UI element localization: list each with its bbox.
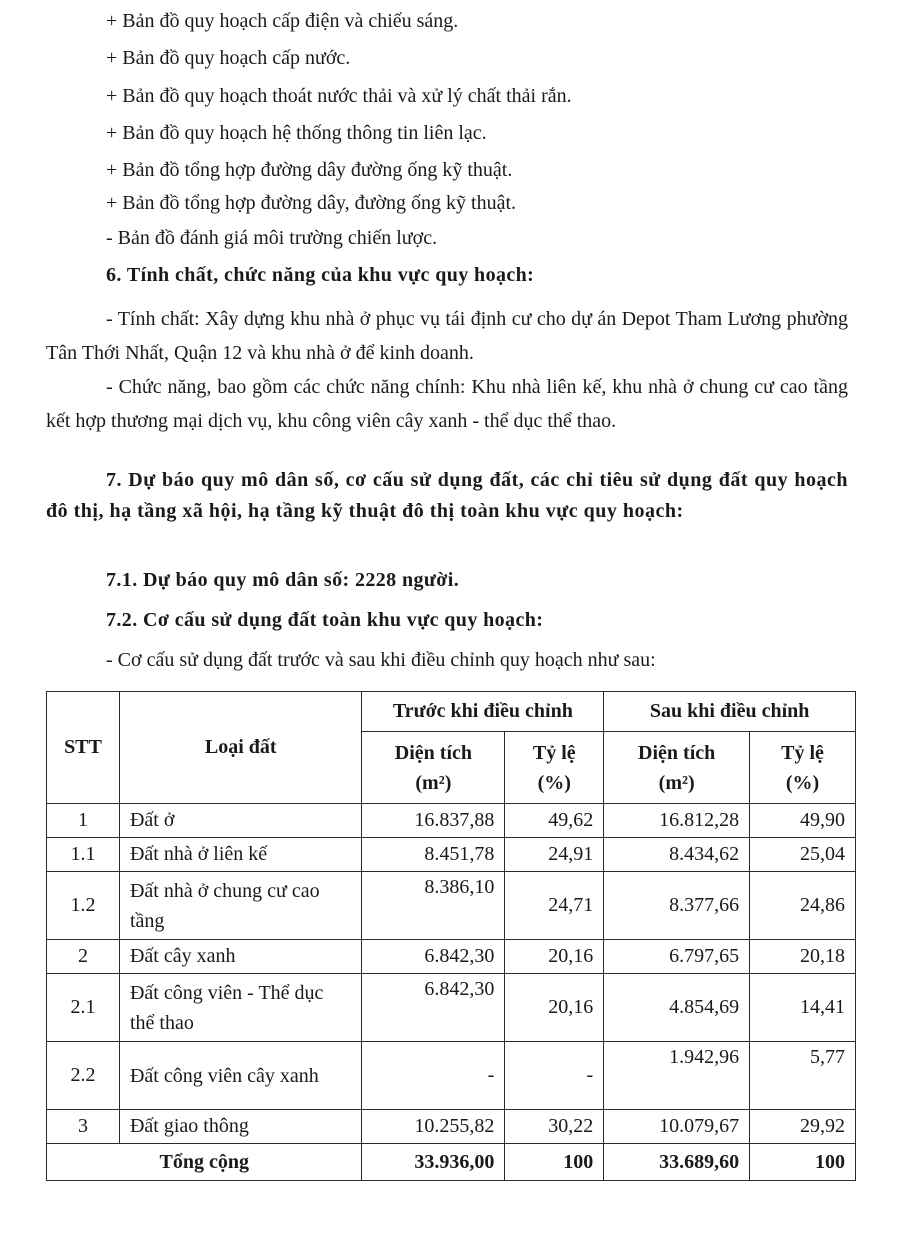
cell-area-after: 4.854,69 xyxy=(604,974,750,1042)
cell-area-before: 8.386,10 xyxy=(362,872,505,940)
cell-ratio-after: 29,92 xyxy=(750,1110,856,1144)
total-ratio-before: 100 xyxy=(505,1144,604,1181)
cell-ratio-before: 20,16 xyxy=(505,940,604,974)
section-6-nature-paragraph xyxy=(46,302,848,370)
cell-ratio-before: 30,22 xyxy=(505,1110,604,1144)
area-label: Diện tích xyxy=(394,741,472,764)
header-area-after xyxy=(604,732,750,804)
ratio-label: Tỷ lệ xyxy=(532,741,576,764)
table-row xyxy=(47,1042,856,1110)
total-label: Tổng cộng xyxy=(47,1144,362,1181)
cell-ratio-after: 49,90 xyxy=(750,804,856,838)
cell-area-before: - xyxy=(362,1042,505,1110)
cell-area-before: 8.451,78 xyxy=(362,838,505,872)
cell-ratio-after: 20,18 xyxy=(750,940,856,974)
cell-area-after: 8.434,62 xyxy=(604,838,750,872)
table-total-row xyxy=(47,1144,856,1181)
bullet-item: - Bản đồ đánh giá môi trường chiến lược. xyxy=(106,227,438,249)
area-label: Diện tích xyxy=(638,741,716,764)
cell-land-type: Đất công viên - Thể dục thể thao xyxy=(119,974,362,1042)
cell-ratio-after: 24,86 xyxy=(750,872,856,940)
bullet-item: + Bản đồ quy hoạch thoát nước thải và xử lý chất thải rắn. xyxy=(106,85,572,107)
cell-stt: 3 xyxy=(47,1110,120,1144)
cell-area-after: 1.942,96 xyxy=(604,1042,750,1110)
cell-land-type: Đất công viên cây xanh xyxy=(119,1042,362,1110)
cell-stt: 1 xyxy=(47,804,120,838)
cell-stt: 1.2 xyxy=(47,872,120,940)
total-area-before: 33.936,00 xyxy=(362,1144,505,1181)
ratio-unit: (%) xyxy=(537,771,571,794)
cell-area-before: 6.842,30 xyxy=(362,974,505,1042)
header-ratio-after xyxy=(750,732,856,804)
table-row xyxy=(47,872,856,940)
area-unit: (m²) xyxy=(658,771,695,794)
cell-land-type: Đất nhà ở liên kế xyxy=(119,838,362,872)
cell-stt: 2.2 xyxy=(47,1042,120,1110)
table-intro-text: - Cơ cấu sử dụng đất trước và sau khi điều chỉnh quy hoạch như sau: xyxy=(106,649,656,671)
area-unit: (m²) xyxy=(415,771,452,794)
cell-land-type: Đất nhà ở chung cư cao tầng xyxy=(119,872,362,940)
total-ratio-after: 100 xyxy=(750,1144,856,1181)
cell-ratio-after: 14,41 xyxy=(750,974,856,1042)
header-land-type: Loại đất xyxy=(119,692,362,804)
section-7-1-heading: 7.1. Dự báo quy mô dân số: 2228 người. xyxy=(106,569,460,591)
table-row xyxy=(47,940,856,974)
bullet-item: + Bản đồ quy hoạch cấp nước. xyxy=(106,47,351,69)
bullet-item: + Bản đồ quy hoạch hệ thống thông tin liên lạc. xyxy=(106,122,487,144)
cell-ratio-before: 20,16 xyxy=(505,974,604,1042)
ratio-unit: (%) xyxy=(785,771,820,794)
table-row xyxy=(47,1110,856,1144)
cell-area-before: 16.837,88 xyxy=(362,804,505,838)
section-7-heading-text: 7. Dự báo quy mô dân số, cơ cấu sử dụng đất, các chỉ tiêu sử dụng đất quy hoạch đô thị, hạ tầng xã hội, hạ tầng kỹ thuật đô thị toàn khu vực quy hoạch: xyxy=(46,469,848,522)
section-6-nature-text: - Tính chất: Xây dựng khu nhà ở phục vụ tái định cư cho dự án Depot Tham Lương phường Tân Thới Nhất, Quận 12 và khu nhà ở để kinh doanh. xyxy=(46,308,848,364)
section-7-2-heading: 7.2. Cơ cấu sử dụng đất toàn khu vực quy hoạch: xyxy=(106,609,544,631)
table-row xyxy=(47,838,856,872)
cell-ratio-after: 5,77 xyxy=(750,1042,856,1110)
section-7-heading xyxy=(46,465,848,527)
bullet-item: + Bản đồ quy hoạch cấp điện và chiếu sáng. xyxy=(106,10,459,32)
section-6-function-paragraph xyxy=(46,370,848,438)
header-ratio-before xyxy=(505,732,604,804)
header-area-before xyxy=(362,732,505,804)
table-row xyxy=(47,974,856,1042)
cell-area-after: 16.812,28 xyxy=(604,804,750,838)
bullet-item: + Bản đồ tổng hợp đường dây đường ống kỹ thuật. xyxy=(106,159,513,181)
cell-stt: 2 xyxy=(47,940,120,974)
total-area-after: 33.689,60 xyxy=(604,1144,750,1181)
ratio-label: Tỷ lệ xyxy=(781,741,824,764)
cell-land-type: Đất cây xanh xyxy=(119,940,362,974)
cell-ratio-before: - xyxy=(505,1042,604,1110)
cell-ratio-before: 24,71 xyxy=(505,872,604,940)
cell-ratio-before: 24,91 xyxy=(505,838,604,872)
cell-stt: 2.1 xyxy=(47,974,120,1042)
bullet-item: + Bản đồ tổng hợp đường dây, đường ống kỹ thuật. xyxy=(106,192,517,214)
cell-land-type: Đất ở xyxy=(119,804,362,838)
cell-area-after: 6.797,65 xyxy=(604,940,750,974)
cell-area-before: 6.842,30 xyxy=(362,940,505,974)
header-stt: STT xyxy=(47,692,120,804)
cell-area-after: 10.079,67 xyxy=(604,1110,750,1144)
table-row xyxy=(47,804,856,838)
cell-stt: 1.1 xyxy=(47,838,120,872)
section-6-function-text: - Chức năng, bao gồm các chức năng chính: Khu nhà liên kế, khu nhà ở chung cư cao tầng kết hợp thương mại dịch vụ, khu công viên cây xanh - thể dục thể thao. xyxy=(46,376,848,432)
cell-area-before: 10.255,82 xyxy=(362,1110,505,1144)
section-6-heading: 6. Tính chất, chức năng của khu vực quy hoạch: xyxy=(106,264,535,286)
cell-ratio-before: 49,62 xyxy=(505,804,604,838)
land-use-table xyxy=(46,691,856,1181)
cell-area-after: 8.377,66 xyxy=(604,872,750,940)
header-before: Trước khi điều chỉnh xyxy=(362,692,604,732)
header-after: Sau khi điều chỉnh xyxy=(604,692,856,732)
cell-ratio-after: 25,04 xyxy=(750,838,856,872)
cell-land-type: Đất giao thông xyxy=(119,1110,362,1144)
